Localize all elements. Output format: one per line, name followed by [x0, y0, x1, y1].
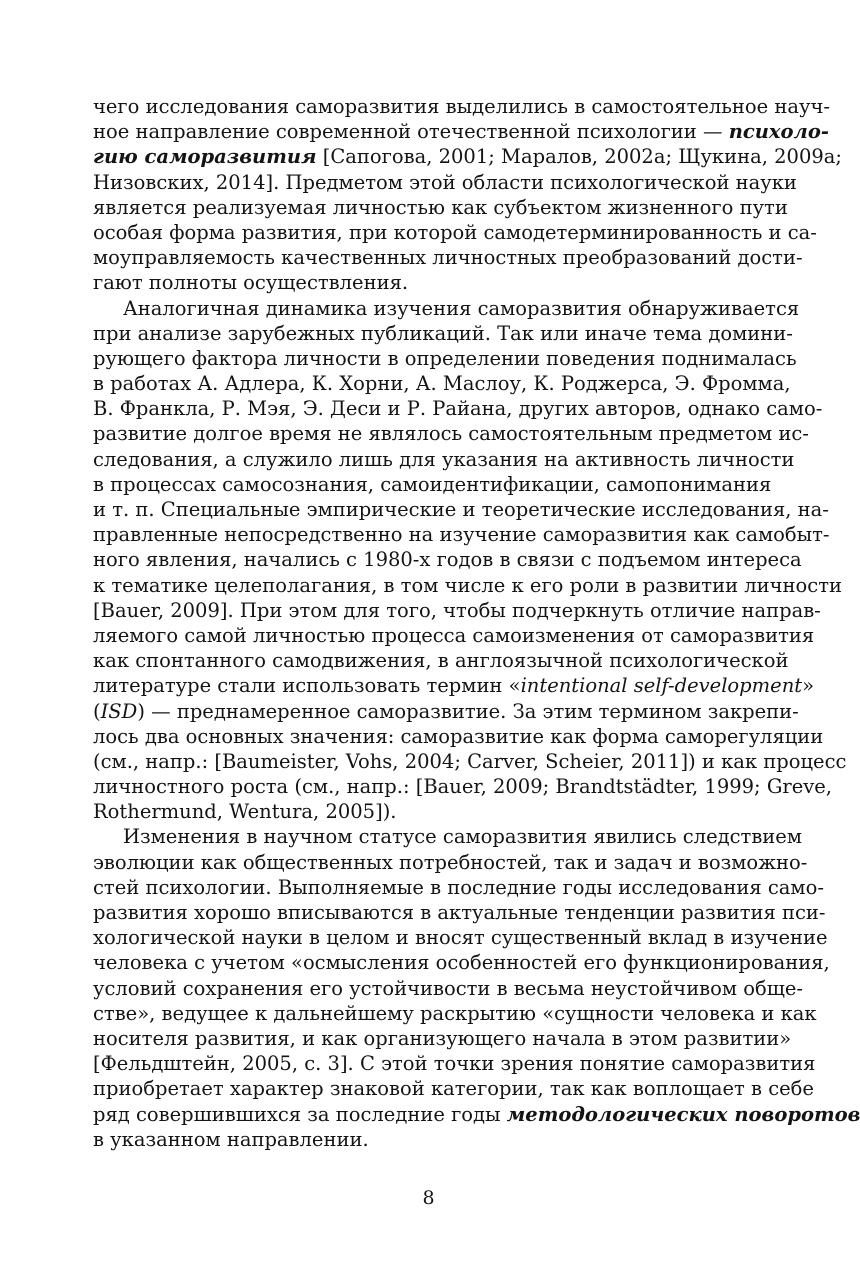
paragraph [93, 94, 842, 296]
text-line: рующего фактора личности в определении поведения поднималась [93, 346, 797, 370]
paragraph [93, 296, 847, 825]
text-line: ряд совершившихся за последние годы методологических поворотов [93, 1102, 860, 1126]
text-line: в процессах самосознания, самоидентификации, самопонимания [93, 472, 772, 496]
text-line: гию саморазвития [Сапогова, 2001; Маралов, 2002а; Щукина, 2009а; [93, 145, 842, 169]
text-line: и т. п. Специальные эмпирические и теоретические исследования, на- [93, 498, 829, 521]
body-text [93, 94, 860, 1152]
text-line: является реализуемая личностью как субъектом жизненного пути [93, 195, 788, 219]
text-line: литературе стали использовать термин «intentional self-development» [93, 674, 815, 698]
text-line: личностного роста (см., напр.: [Bauer, 2009; Brandtstädter, 1999; Greve, [93, 775, 833, 799]
text-line: (ISD) — преднамеренное саморазвитие. За этим термином закрепи- [93, 699, 799, 723]
text-line: к тематике целеполагания, в том числе к его роли в развитии личности [93, 573, 842, 597]
text-line: В. Франкла, Р. Мэя, Э. Деси и Р. Райана, других авторов, однако само- [93, 397, 823, 421]
text-line: приобретает характер знаковой категории, так как воплощает в себе [93, 1077, 814, 1101]
text-line: условий сохранения его устойчивости в весьма неустойчивом обще- [93, 976, 804, 1000]
bold-italic-term: методологических поворотов [506, 1102, 860, 1126]
text-line: ное направление современной отечественной психологии — психоло- [93, 120, 829, 144]
text-line: стей психологии. Выполняемые в последние годы исследования само- [93, 875, 824, 899]
text-line: особая форма развития, при которой самодетерминированность и са- [93, 220, 817, 244]
text-line: развитие долгое время не являлось самостоятельным предметом ис- [93, 422, 809, 446]
text-line: лось два основных значения: саморазвитие как форма саморегуляции [93, 724, 824, 748]
text-line: [Bauer, 2009]. При этом для того, чтобы подчеркнуть отличие направ- [93, 598, 821, 622]
text-line: Низовских, 2014]. Предметом этой области психологической науки [93, 170, 797, 194]
text-line: правленные непосредственно на изучение саморазвития как самобыт- [93, 523, 830, 547]
italic-term: intentional self-development [520, 674, 803, 698]
text-line: (см., напр.: [Baumeister, Vohs, 2004; Carver, Scheier, 2011]) и как процесс [93, 749, 847, 773]
italic-term: ISD [100, 699, 138, 723]
text-line: человека с учетом «осмысления особенностей его функционирования, [93, 951, 830, 975]
text-line: развития хорошо вписываются в актуальные тенденции развития пси- [93, 901, 826, 924]
text-line: ляемого самой личностью процесса самоизменения от саморазвития [93, 623, 815, 647]
text-line: гают полноты осуществления. [93, 271, 409, 295]
text-line: как спонтанного самодвижения, в англоязычной психологической [93, 649, 789, 673]
bold-italic-term: гию саморазвития [93, 145, 317, 169]
paragraph [93, 824, 860, 1151]
text-line: следования, а служило лишь для указания на активность личности [93, 447, 795, 471]
text-line: носителя развития, и как организующего начала в этом развитии» [93, 1026, 792, 1050]
text-line: стве», ведущее к дальнейшему раскрытию «сущности человека и как [93, 1001, 817, 1025]
text-line: в работах А. Адлера, К. Хорни, А. Маслоу, К. Роджерса, Э. Фромма, [93, 372, 791, 396]
page-number: 8 [422, 1187, 435, 1209]
text-line: при анализе зарубежных публикаций. Так или иначе тема домини- [93, 321, 793, 345]
bold-italic-term: психоло- [728, 120, 829, 144]
text-line: Аналогичная динамика изучения саморазвития обнаруживается [123, 296, 800, 320]
text-line: [Фельдштейн, 2005, с. 3]. С этой точки зрения понятие саморазвития [93, 1052, 816, 1076]
text-line: в указанном направлении. [93, 1127, 369, 1151]
text-line: чего исследования саморазвития выделились в самостоятельное науч- [93, 95, 830, 118]
text-line: Rothermund, Wentura, 2005]). [93, 800, 397, 824]
text-line: хологической науки в целом и вносят существенный вклад в изучение [93, 926, 828, 950]
text-line: Изменения в научном статусе саморазвития явились следствием [123, 825, 803, 849]
text-line: эволюции как общественных потребностей, так и задач и возможно- [93, 850, 808, 874]
text-line: ного явления, начались с 1980-х годов в связи с подъемом интереса [93, 548, 802, 572]
text-line: моуправляемость качественных личностных преобразований дости- [93, 246, 803, 270]
